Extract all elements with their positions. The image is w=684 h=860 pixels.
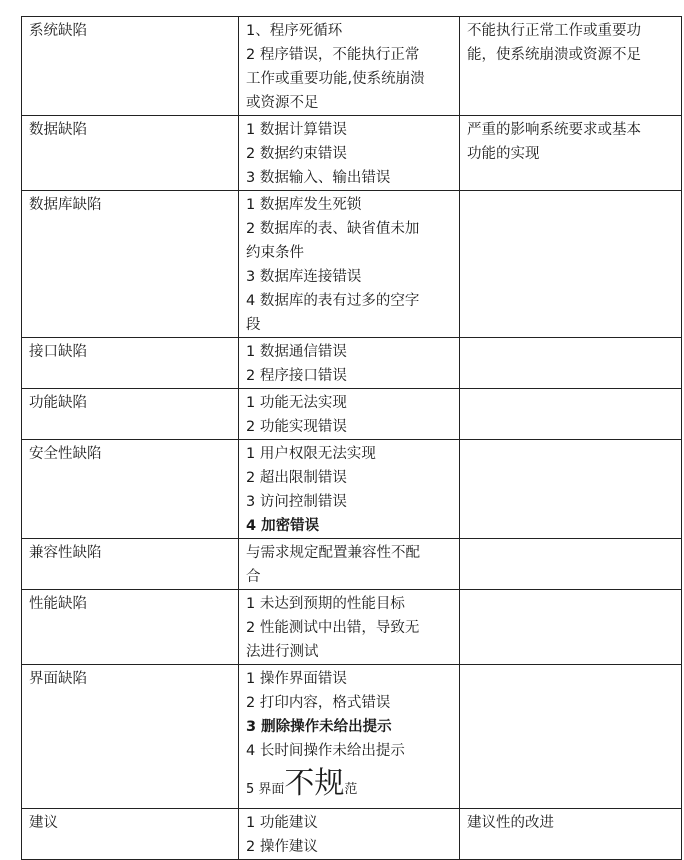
defect-category: 系统缺陷 [29, 23, 87, 39]
defect-item: 2 超出限制错误 [246, 470, 347, 486]
defect-item: 2 程序接口错误 [246, 368, 347, 384]
table-row [22, 809, 682, 860]
table-row [22, 338, 682, 389]
defect-item: 1 未达到预期的性能目标 [246, 596, 405, 612]
defect-classification-table [21, 16, 682, 860]
defect-impact: 不能执行正常工作或重要功 [467, 23, 641, 39]
defect-items-cell [239, 389, 460, 440]
defect-item: 1 用户权限无法实现 [246, 446, 376, 462]
defect-category-cell [22, 191, 239, 338]
table-row [22, 191, 682, 338]
defect-item-part: 5 界面 [246, 782, 285, 797]
defect-category-cell [22, 590, 239, 665]
defect-item: 4 数据库的表有过多的空字 [246, 293, 420, 309]
defect-item: 4 长时间操作未给出提示 [246, 743, 405, 759]
defect-item: 2 打印内容，格式错误 [246, 695, 391, 711]
defect-category-cell [22, 389, 239, 440]
defect-impact-cell [460, 590, 682, 665]
defect-item: 3 数据输入、输出错误 [246, 170, 391, 186]
defect-category: 建议 [29, 815, 58, 831]
table-row [22, 116, 682, 191]
defect-category: 数据缺陷 [29, 122, 87, 138]
defect-impact: 严重的影响系统要求或基本 [467, 122, 641, 138]
defect-item-part: 不规 [284, 766, 345, 801]
defect-items-cell [239, 809, 460, 860]
defect-impact-cell [460, 17, 682, 116]
defect-item: 合 [246, 569, 261, 585]
table-row [22, 17, 682, 116]
defect-item: 1 操作界面错误 [246, 671, 347, 687]
defect-item: 4 加密错误 [246, 518, 320, 534]
table-row [22, 665, 682, 809]
defect-impact-cell [460, 440, 682, 539]
defect-impact-cell [460, 665, 682, 809]
defect-category: 功能缺陷 [29, 395, 87, 411]
defect-item: 工作或重要功能,使系统崩溃 [246, 71, 425, 87]
defect-items-cell [239, 440, 460, 539]
defect-category: 数据库缺陷 [29, 197, 102, 213]
defect-category-cell [22, 809, 239, 860]
defect-items-cell [239, 665, 460, 809]
defect-impact-cell [460, 338, 682, 389]
table-row [22, 389, 682, 440]
defect-impact: 建议性的改进 [467, 815, 554, 831]
defect-item: 1 数据库发生死锁 [246, 197, 362, 213]
defect-item: 段 [246, 317, 261, 333]
defect-item [246, 766, 453, 802]
defect-category-cell [22, 665, 239, 809]
defect-category: 兼容性缺陷 [29, 545, 102, 561]
defect-category-cell [22, 17, 239, 116]
defect-items-cell [239, 539, 460, 590]
defect-impact-cell [460, 191, 682, 338]
defect-category: 性能缺陷 [29, 596, 87, 612]
defect-item: 或资源不足 [246, 95, 319, 111]
defect-impact-cell [460, 389, 682, 440]
defect-item: 约束条件 [246, 245, 304, 261]
defect-impact: 能，使系统崩溃或资源不足 [467, 47, 641, 63]
defect-category-cell [22, 440, 239, 539]
table-row [22, 539, 682, 590]
defect-item: 3 访问控制错误 [246, 494, 347, 510]
defect-item: 1 功能建议 [246, 815, 318, 831]
defect-impact-cell [460, 539, 682, 590]
defect-item: 3 数据库连接错误 [246, 269, 362, 285]
defect-category: 安全性缺陷 [29, 446, 102, 462]
defect-item: 2 功能实现错误 [246, 419, 347, 435]
table-row [22, 440, 682, 539]
defect-item: 3 删除操作未给出提示 [246, 719, 392, 735]
defect-items-cell [239, 191, 460, 338]
defect-item: 2 程序错误，不能执行正常 [246, 47, 420, 63]
defect-item-part: 范 [344, 782, 358, 797]
defect-category: 接口缺陷 [29, 344, 87, 360]
defect-item: 1、程序死循环 [246, 23, 343, 39]
defect-item: 2 数据约束错误 [246, 146, 347, 162]
defect-items-cell [239, 590, 460, 665]
defect-category-cell [22, 338, 239, 389]
defect-items-cell [239, 17, 460, 116]
defect-category: 界面缺陷 [29, 671, 87, 687]
defect-item: 1 数据通信错误 [246, 344, 347, 360]
defect-impact-cell [460, 116, 682, 191]
defect-items-cell [239, 116, 460, 191]
defect-item: 法进行测试 [246, 644, 319, 660]
defect-impact: 功能的实现 [467, 146, 540, 162]
defect-items-cell [239, 338, 460, 389]
defect-category-cell [22, 539, 239, 590]
defect-item: 2 数据库的表、缺省值未加 [246, 221, 420, 237]
table-row [22, 590, 682, 665]
defect-item: 2 性能测试中出错，导致无 [246, 620, 420, 636]
defect-item: 1 功能无法实现 [246, 395, 347, 411]
defect-item: 1 数据计算错误 [246, 122, 347, 138]
defect-item: 与需求规定配置兼容性不配 [246, 545, 420, 561]
defect-item: 2 操作建议 [246, 839, 318, 855]
defect-category-cell [22, 116, 239, 191]
defect-impact-cell [460, 809, 682, 860]
